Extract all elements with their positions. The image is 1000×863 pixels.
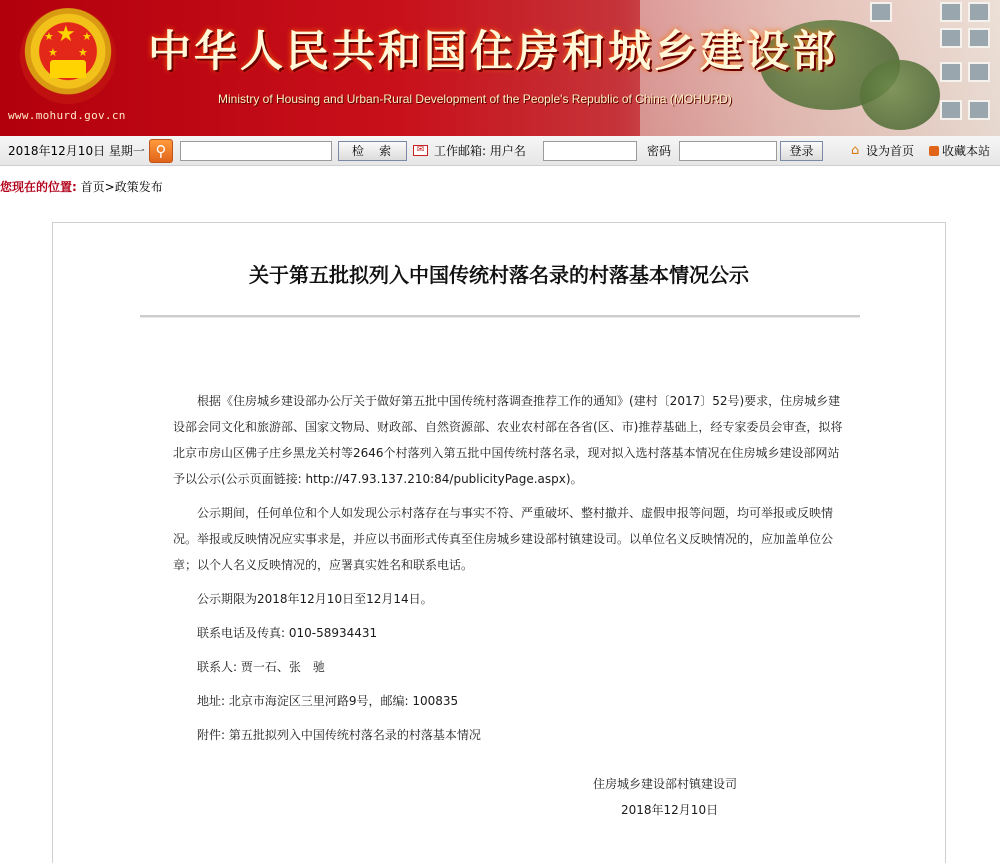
article-title: 关于第五批拟列入中国传统村落名录的村落基本情况公示 bbox=[249, 263, 749, 287]
contact-person: 联系人: 贾一石、张 驰 bbox=[197, 660, 325, 674]
rss-icon[interactable] bbox=[929, 146, 939, 156]
work-mail-username-label: 工作邮箱: 用户名 bbox=[434, 144, 526, 158]
banner-window bbox=[940, 100, 962, 120]
banner-window bbox=[940, 62, 962, 82]
search-input[interactable] bbox=[180, 141, 332, 161]
login-button[interactable]: 登录 bbox=[780, 141, 823, 161]
top-toolbar bbox=[0, 136, 1000, 166]
username-input[interactable] bbox=[543, 141, 637, 161]
banner-window bbox=[940, 2, 962, 22]
banner-window bbox=[968, 100, 990, 120]
password-input[interactable] bbox=[679, 141, 777, 161]
article-paragraph: 公示期间，任何单位和个人如发现公示村落存在与事实不符、严重破坏、整村撤并、虚假申报等问题，均可举报或反映情况。举报或反映情况应实事求是，并应以书面形式传真至住房城乡建设部村镇建设司。以单位名义反映情况的，应加盖单位公章；以个人名义反映情况的，应署真实姓名和联系电话。 bbox=[173, 506, 834, 572]
star-icon: ★ bbox=[82, 30, 92, 43]
title-divider bbox=[140, 315, 860, 318]
site-banner bbox=[0, 0, 1000, 136]
attachment-link[interactable]: 附件: 第五批拟列入中国传统村落名录的村落基本情况 bbox=[197, 728, 481, 742]
bookmark-site-link[interactable]: 收藏本站 bbox=[942, 144, 991, 158]
breadcrumb-label: 您现在的位置: bbox=[0, 180, 77, 194]
contact-address: 地址: 北京市海淀区三里河路9号，邮编: 100835 bbox=[197, 694, 459, 708]
tiananmen-gate-icon bbox=[50, 60, 86, 78]
publicity-period: 公示期限为2018年12月10日至12月14日。 bbox=[197, 592, 433, 606]
national-emblem-icon[interactable] bbox=[20, 8, 116, 104]
signature-org-text: 住房城乡建设部村镇建设司 bbox=[593, 777, 738, 791]
search-icon[interactable]: ⚲ bbox=[149, 139, 173, 163]
star-icon: ★ bbox=[78, 46, 88, 59]
banner-window bbox=[968, 2, 990, 22]
home-icon[interactable]: ⌂ bbox=[851, 143, 860, 158]
breadcrumb bbox=[0, 178, 163, 196]
set-homepage-link[interactable]: 设为首页 bbox=[866, 144, 915, 158]
star-icon: ★ bbox=[56, 22, 76, 47]
article-paragraph: 根据《住房城乡建设部办公厅关于做好第五批中国传统村落调查推荐工作的通知》(建村〔2017〕52号)要求，住房城乡建设部会同文化和旅游部、国家文物局、财政部、自然资源部、农业农村部在各省(区、市)推荐基础上，经专家委员会审查，拟将北京市房山区佛子庄乡黑龙关村等2646个村落列入第五批中国传统村落名录，现对拟入选村落基本情况在住房城乡建设部网站予以公示(公示页面链接: http://47.93.137.210:84/publicityPage.aspx)。 bbox=[173, 394, 843, 486]
contact-phone: 联系电话及传真: 010-58934431 bbox=[197, 626, 378, 640]
banner-window bbox=[968, 28, 990, 48]
article-body bbox=[173, 388, 849, 756]
current-date: 2018年12月10日 星期一 bbox=[8, 144, 145, 158]
site-url[interactable]: www.mohurd.gov.cn bbox=[8, 109, 126, 122]
site-title: 中华人民共和国住房和城乡建设部 bbox=[148, 27, 838, 77]
banner-window bbox=[870, 2, 892, 22]
breadcrumb-path[interactable]: 首页>政策发布 bbox=[80, 180, 163, 194]
password-label: 密码 bbox=[647, 144, 672, 158]
banner-window bbox=[940, 28, 962, 48]
banner-tree-image bbox=[860, 60, 940, 130]
star-icon: ★ bbox=[44, 30, 54, 43]
banner-window bbox=[968, 62, 990, 82]
star-icon: ★ bbox=[48, 46, 58, 59]
article-panel bbox=[52, 222, 946, 863]
signature-date-text: 2018年12月10日 bbox=[621, 803, 719, 817]
search-button[interactable]: 检 索 bbox=[338, 141, 407, 161]
site-subtitle: Ministry of Housing and Urban-Rural Development of the People's Republic of China (MOHURD) bbox=[218, 92, 732, 106]
mail-icon: ✉ bbox=[413, 145, 428, 156]
